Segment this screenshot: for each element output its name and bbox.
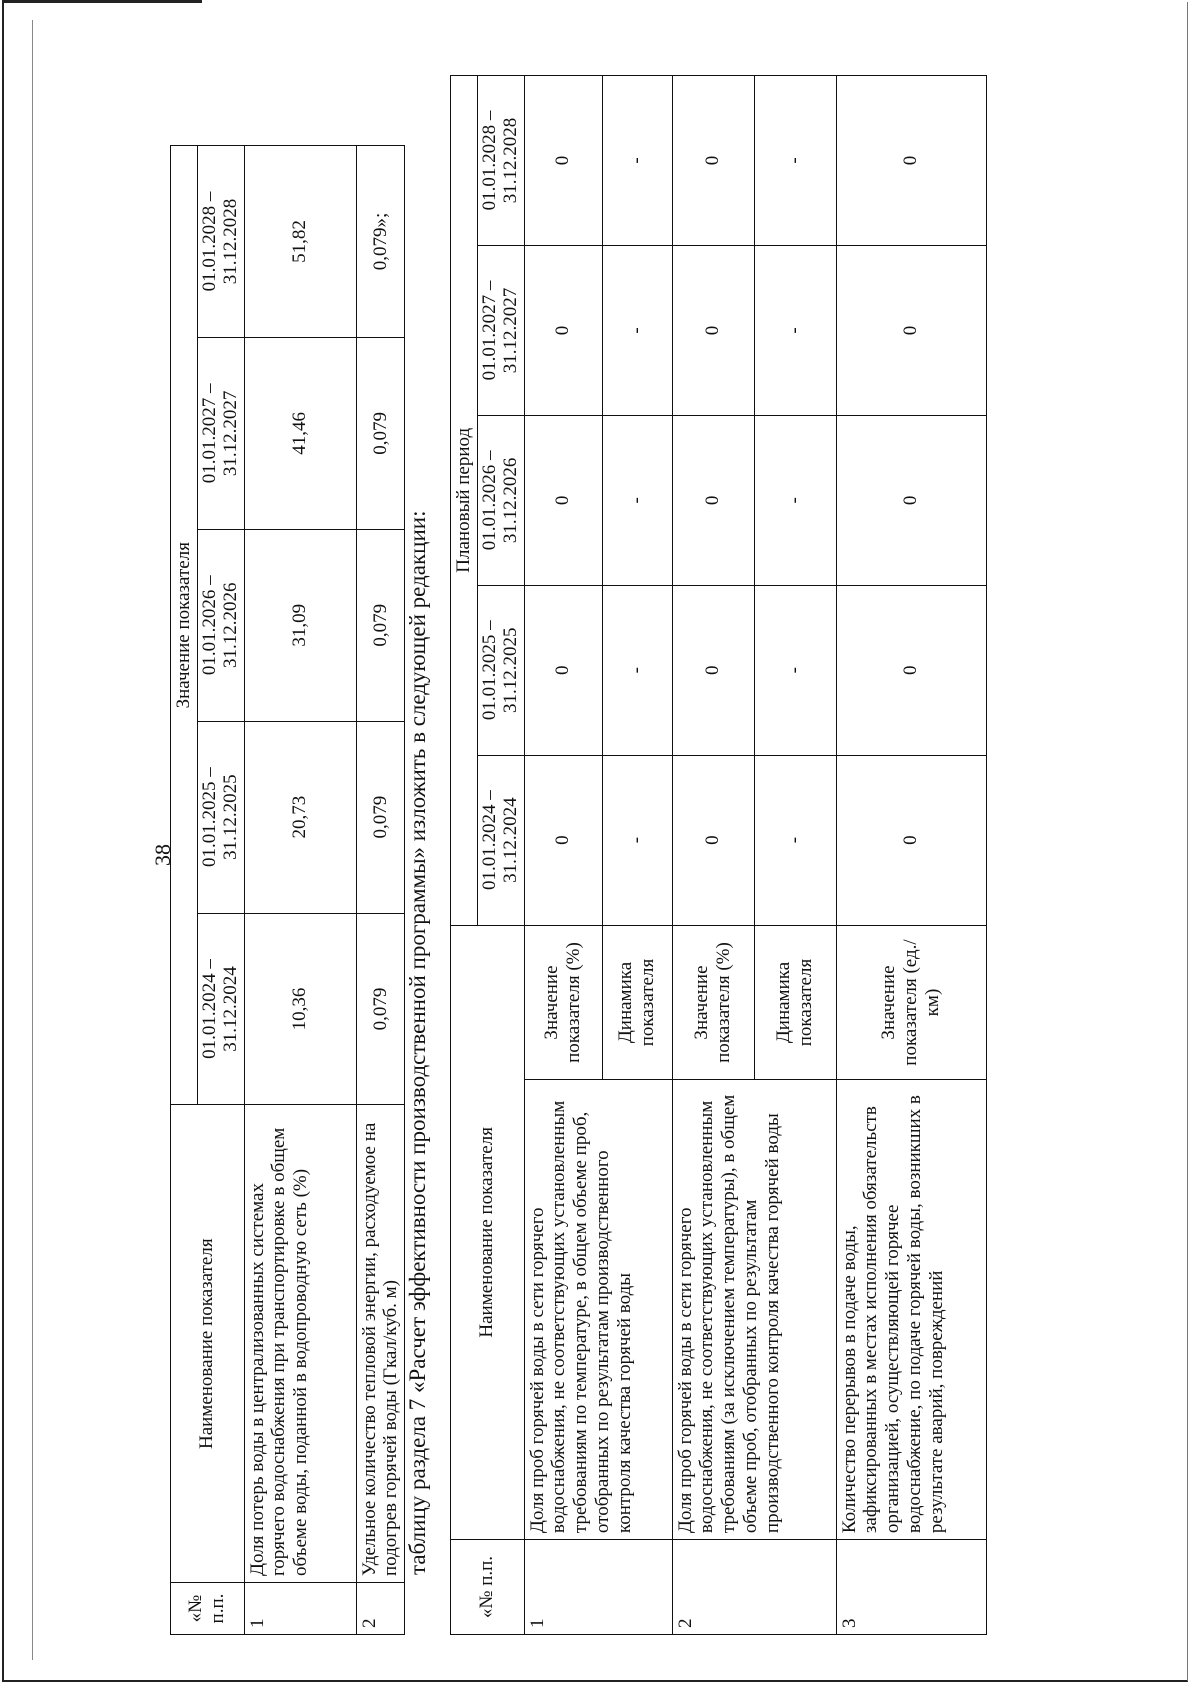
table1-period: 01.01.2025 – 31.12.2025 xyxy=(197,721,244,913)
row-value: 0 xyxy=(836,755,986,925)
table1-header-group: Значение показателя xyxy=(171,146,198,1105)
row-value: 51,82 xyxy=(244,146,356,338)
row-value: - xyxy=(754,585,836,755)
table1-period: 01.01.2028 – 31.12.2028 xyxy=(197,146,244,338)
row-num: 1 xyxy=(244,1583,356,1635)
table-row xyxy=(244,146,356,1635)
row-value: 41,46 xyxy=(244,337,356,529)
row-value: 0,079»; xyxy=(356,146,405,338)
row-value: 20,73 xyxy=(244,721,356,913)
row-value: 31,09 xyxy=(244,529,356,721)
table1-period: 01.01.2027 – 31.12.2027 xyxy=(197,337,244,529)
margin-line xyxy=(32,20,33,1660)
row-name: Удельное количество тепловой энергии, расходуемое на подогрев горячей воды (Гкал/куб. м) xyxy=(356,1105,405,1583)
table-row xyxy=(356,146,405,1635)
table-row xyxy=(672,76,754,1635)
row-value: 0 xyxy=(672,415,754,585)
row-value: 0 xyxy=(524,76,602,246)
row-value: - xyxy=(602,415,672,585)
table-row xyxy=(836,76,986,1635)
table1-period: 01.01.2024 – 31.12.2024 xyxy=(197,913,244,1105)
sub-label: Значение показателя (ед./км) xyxy=(836,925,986,1080)
row-value: 0 xyxy=(524,245,602,415)
row-num: 2 xyxy=(356,1583,405,1635)
row-num: 3 xyxy=(836,1540,986,1635)
row-value: 0 xyxy=(836,245,986,415)
row-name: Доля потерь воды в централизованных системах горячего водоснабжения при транспортировке в общем объеме воды, поданной в водопроводную сеть (%) xyxy=(244,1105,356,1583)
row-value: 10,36 xyxy=(244,913,356,1105)
row-value: - xyxy=(602,245,672,415)
table2-header-num: «№ п.п. xyxy=(451,1540,525,1635)
row-value: - xyxy=(754,76,836,246)
table1-period: 01.01.2026 – 31.12.2026 xyxy=(197,529,244,721)
row-value: - xyxy=(754,245,836,415)
row-value: 0 xyxy=(672,76,754,246)
row-value: - xyxy=(602,76,672,246)
sub-label: Динамика показателя xyxy=(602,925,672,1080)
row-value: - xyxy=(602,585,672,755)
row-value: 0 xyxy=(524,585,602,755)
sub-label: Динамика показателя xyxy=(754,925,836,1080)
row-name: Доля проб горячей воды в сети горячего водоснабжения, не соответствующих установленным требованиям по температуре, в общем объеме проб, отобранных по результатам производственного контроля качества горячей воды xyxy=(524,1080,672,1540)
page-number: 38 xyxy=(150,844,175,866)
loss-indicators-table xyxy=(170,145,405,1635)
table1-header-num: «№ п.п. xyxy=(171,1583,245,1635)
rotated-page xyxy=(150,55,1190,1655)
row-value: 0 xyxy=(524,755,602,925)
section-intro-text: таблицу раздела 7 «Расчет эффективности производственной программы» изложить в следующей редакции: xyxy=(405,510,430,1575)
table2-period: 01.01.2024 – 31.12.2024 xyxy=(477,755,524,925)
row-value: - xyxy=(602,755,672,925)
table2-header-name: Наименование показателя xyxy=(451,925,525,1540)
row-value: 0 xyxy=(672,585,754,755)
table-row xyxy=(524,76,602,1635)
scan-edge xyxy=(2,0,202,3)
sub-label: Значение показателя (%) xyxy=(524,925,602,1080)
table2-header-group: Плановый период xyxy=(451,76,478,926)
sub-label: Значение показателя (%) xyxy=(672,925,754,1080)
row-num: 1 xyxy=(524,1540,672,1635)
table2-period: 01.01.2025 – 31.12.2025 xyxy=(477,585,524,755)
row-value: 0,079 xyxy=(356,913,405,1105)
row-value: - xyxy=(754,415,836,585)
row-value: 0 xyxy=(836,415,986,585)
row-name: Доля проб горячей воды в сети горячего водоснабжения, не соответствующих установленным требованиям (за исключением температуры), в общем объеме проб, отобранных по результатам производственного контроля качества горячей воды xyxy=(672,1080,836,1540)
table1-header-name: Наименование показателя xyxy=(171,1105,245,1583)
row-value: 0 xyxy=(524,415,602,585)
table2-period: 01.01.2027 – 31.12.2027 xyxy=(477,245,524,415)
row-value: 0 xyxy=(836,76,986,246)
row-value: 0 xyxy=(836,585,986,755)
table2-period: 01.01.2026 – 31.12.2026 xyxy=(477,415,524,585)
row-value: - xyxy=(754,755,836,925)
efficiency-calculation-table xyxy=(450,75,987,1635)
row-value: 0,079 xyxy=(356,529,405,721)
row-value: 0,079 xyxy=(356,337,405,529)
row-value: 0,079 xyxy=(356,721,405,913)
row-name: Количество перерывов в подаче воды, зафиксированных в местах исполнения обязательств организацией, осуществляющей горячее водоснабжение, по подаче горячей воды, возникших в результате аварий, повреждений xyxy=(836,1080,986,1540)
row-num: 2 xyxy=(672,1540,836,1635)
row-value: 0 xyxy=(672,755,754,925)
table2-period: 01.01.2028 – 31.12.2028 xyxy=(477,76,524,246)
row-value: 0 xyxy=(672,245,754,415)
